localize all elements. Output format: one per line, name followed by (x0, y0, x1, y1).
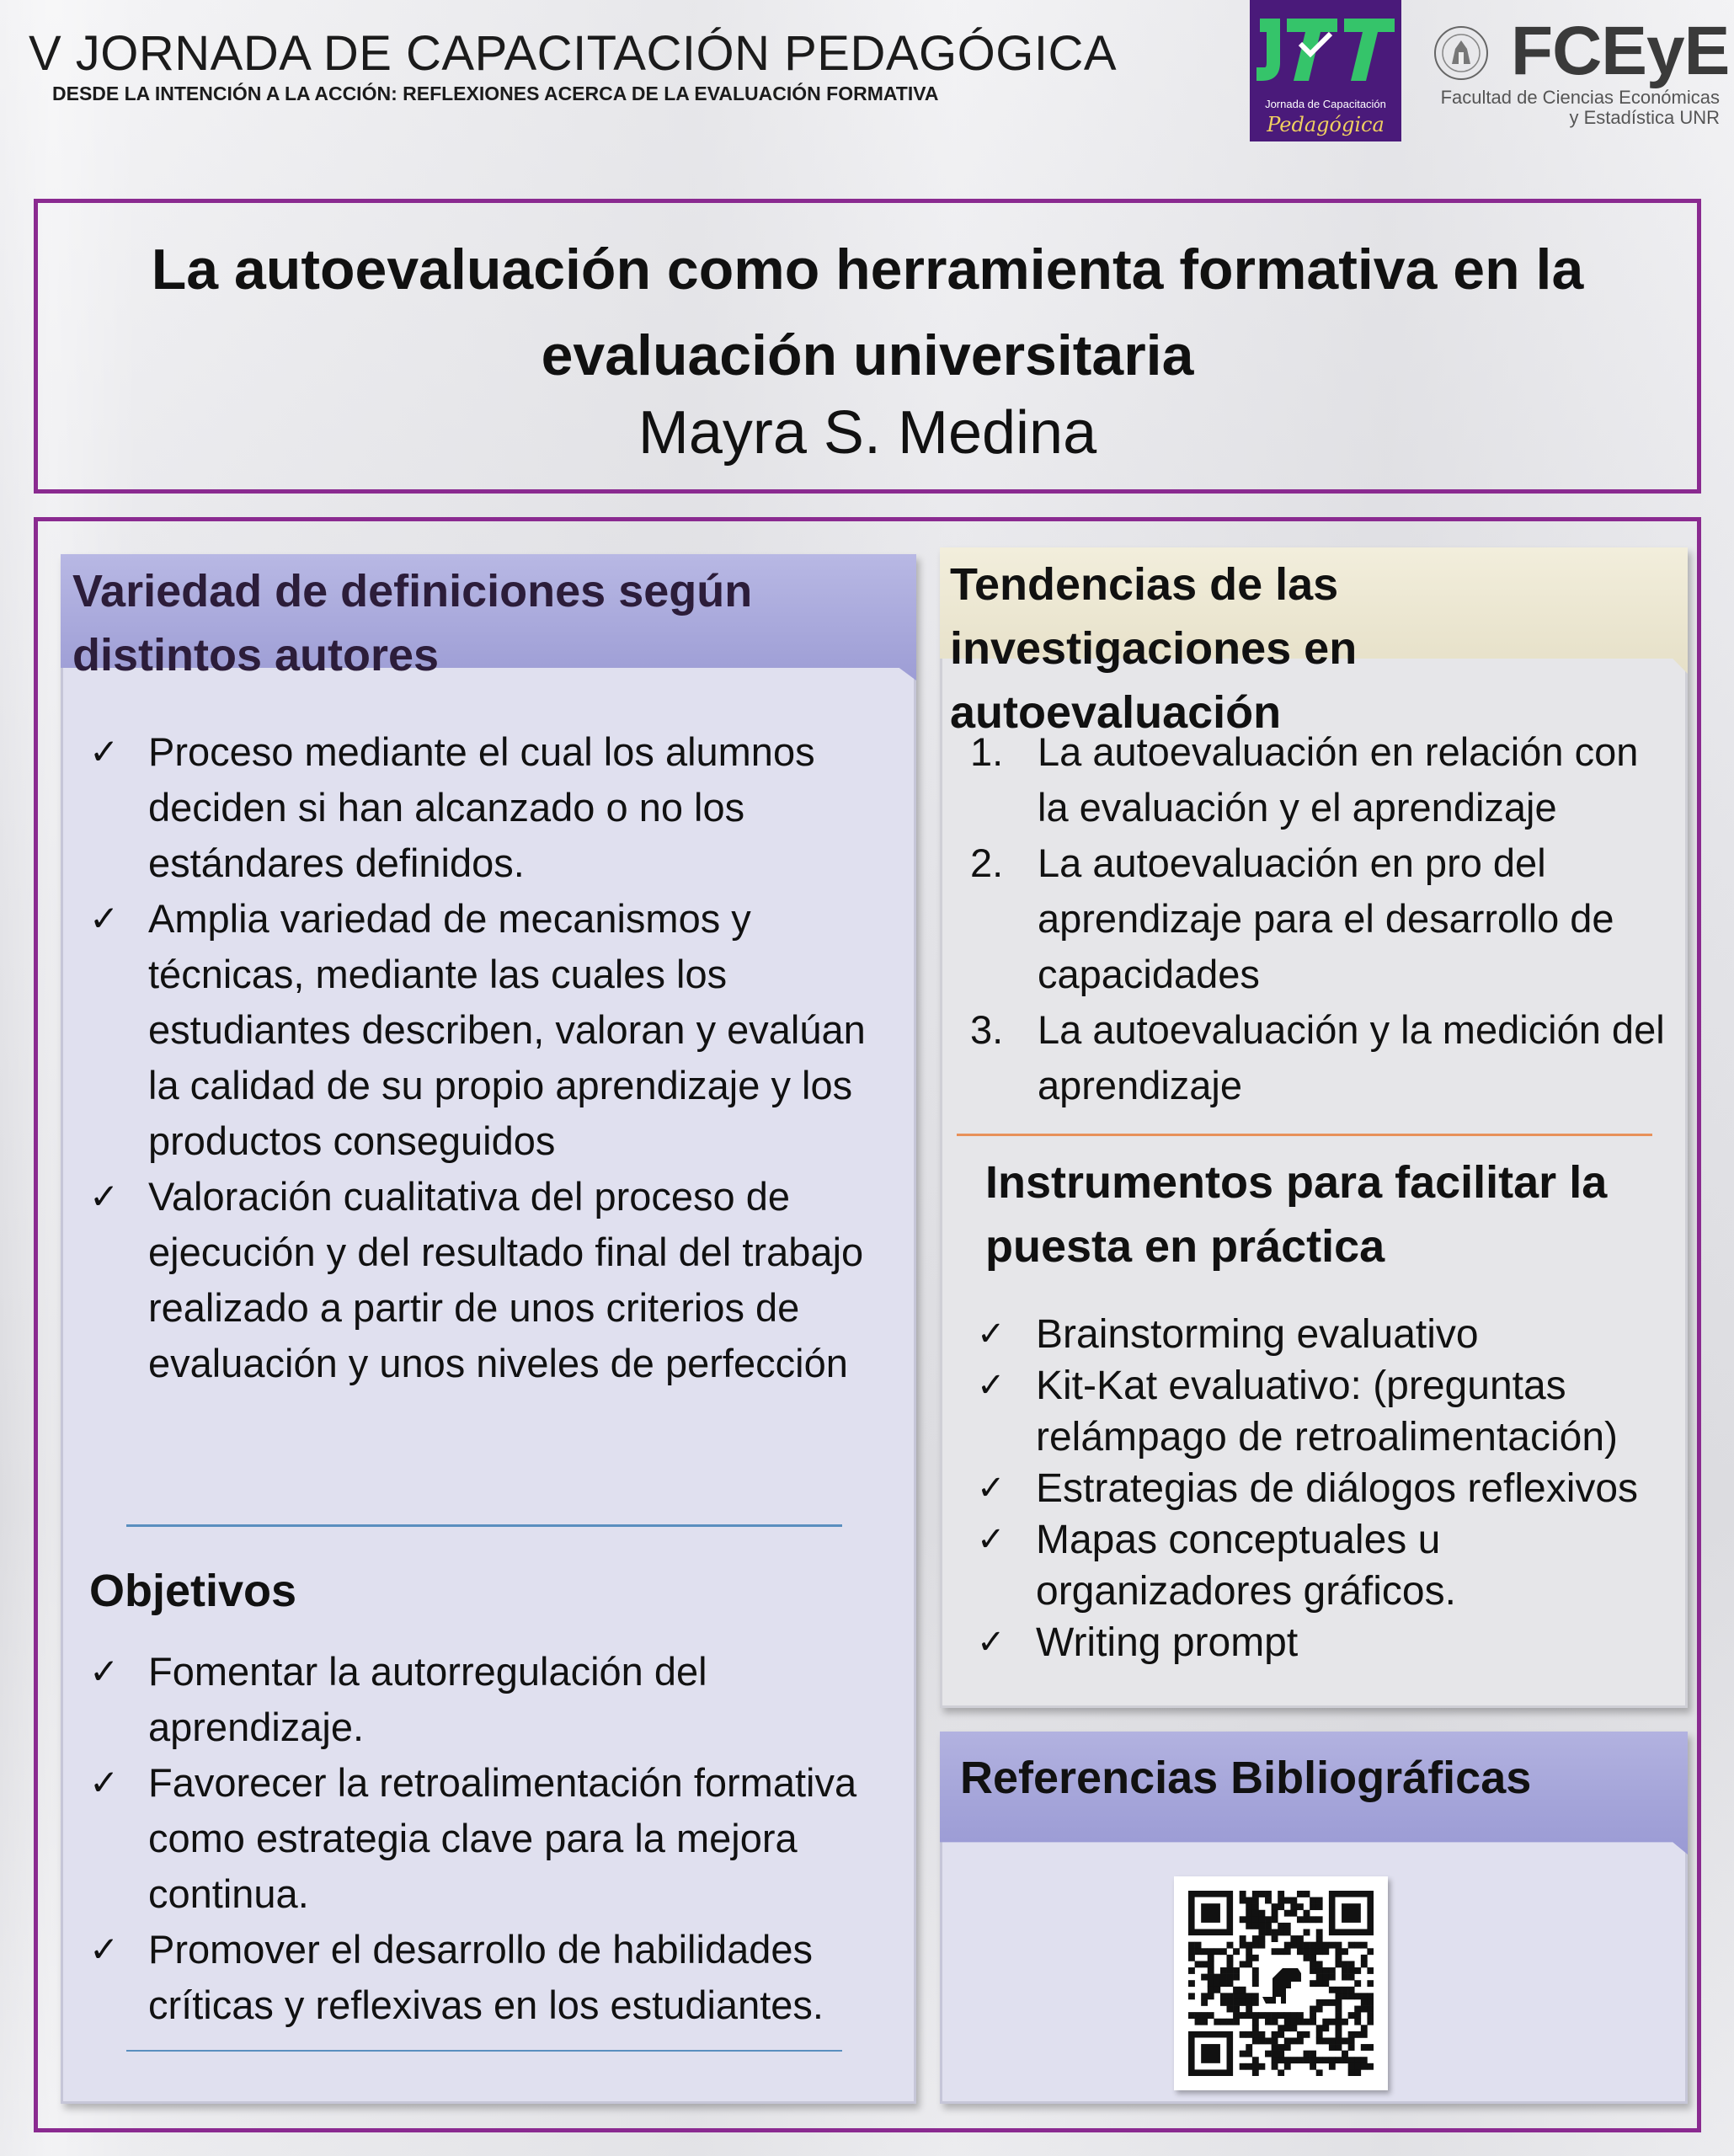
instrument-text: Estrategias de diálogos reflexivos (1036, 1466, 1639, 1511)
list-item (89, 1755, 898, 1922)
definitions-heading: Variedad de definiciones según distintos autores (72, 566, 753, 680)
jcp-logo (1250, 0, 1401, 141)
fceye-logo-subtitle (1432, 88, 1720, 128)
objective-text: Fomentar la autorregulación del aprendizaje. (148, 1649, 707, 1749)
trends-heading: Tendencias de las investigaciones en autoevaluación (950, 559, 1358, 738)
trend-text: La autoevaluación y la medición del aprendizaje (1038, 1007, 1665, 1107)
instruments-heading: Instrumentos para facilitar la puesta en práctica (985, 1157, 1608, 1272)
list-item (89, 1644, 898, 1755)
check-icon: ✓ (89, 1762, 120, 1803)
poster-title-box (34, 199, 1701, 494)
poster-author: Mayra S. Medina (638, 399, 1097, 467)
jcp-logo-caption-1: Jornada de Capacitación (1265, 98, 1386, 110)
list-item (977, 1360, 1684, 1463)
check-icon: ✓ (977, 1366, 1006, 1405)
divider (957, 1134, 1652, 1136)
list-item (970, 835, 1678, 1002)
trend-text: La autoevaluación en pro del aprendizaje para el desarrollo de capacidades (1038, 841, 1614, 996)
objective-text: Favorecer la retroalimentación formativa como estrategia clave para la mejora continua. (148, 1760, 857, 1916)
divider (126, 2050, 842, 2052)
event-subtitle: DESDE LA INTENCIÓN A LA ACCIÓN: REFLEXIONES ACERCA DE LA EVALUACIÓN FORMATIVA (52, 83, 939, 104)
list-item (89, 1922, 898, 2033)
objective-text: Promover el desarrollo de habilidades críticas y reflexivas en los estudiantes. (148, 1927, 824, 2027)
instrument-text: Mapas conceptuales u organizadores gráficos. (1036, 1518, 1456, 1614)
list-item (970, 1002, 1678, 1113)
definitions-list (89, 724, 898, 1391)
list-item (977, 1309, 1684, 1360)
unr-seal-icon (1433, 25, 1489, 81)
definition-text: Valoración cualitativa del proceso de ejecución y del resultado final del trabajo realizado a partir de unos criterios de evaluación y unos niveles de perfección (148, 1174, 864, 1385)
poster-title: La autoevaluación como herramienta formativa en la evaluación universitaria (151, 237, 1584, 387)
list-item (977, 1514, 1684, 1617)
item-number: 3. (970, 1007, 1004, 1052)
jcp-logo-mark-icon (1250, 0, 1401, 98)
list-item (977, 1617, 1684, 1668)
trends-list (970, 724, 1678, 1113)
definition-text: Amplia variedad de mecanismos y técnicas, mediante las cuales los estudiantes describen, valoran y evalúan la calidad de su propio aprendizaje y los productos conseguidos (148, 896, 866, 1163)
list-item (970, 724, 1678, 835)
qr-code-icon[interactable] (1188, 1891, 1374, 2076)
check-icon: ✓ (977, 1469, 1006, 1508)
fceye-subtitle-line-2: y Estadística UNR (1569, 107, 1720, 128)
event-title: V JORNADA DE CAPACITACIÓN PEDAGÓGICA (29, 26, 1118, 81)
fceye-subtitle-line-1: Facultad de Ciencias Económicas (1440, 87, 1720, 108)
check-icon: ✓ (89, 731, 120, 772)
instrument-text: Brainstorming evaluativo (1036, 1312, 1479, 1357)
item-number: 2. (970, 841, 1004, 885)
item-number: 1. (970, 729, 1004, 774)
list-item (977, 1463, 1684, 1514)
check-icon: ✓ (89, 1651, 120, 1692)
check-icon: ✓ (89, 898, 120, 939)
check-icon: ✓ (89, 1929, 120, 1970)
jcp-logo-caption-2: Pedagógica (1267, 113, 1385, 136)
check-icon: ✓ (89, 1176, 120, 1217)
objectives-heading: Objetivos (89, 1566, 297, 1616)
definition-text: Proceso mediante el cual los alumnos deciden si han alcanzado o no los estándares definidos. (148, 729, 815, 885)
check-icon: ✓ (977, 1315, 1006, 1353)
check-icon: ✓ (977, 1520, 1006, 1559)
fceye-logo-text: FCEyE (1511, 13, 1730, 89)
objectives-list (89, 1644, 898, 2033)
qr-code-card[interactable] (1174, 1876, 1388, 2090)
instrument-text: Writing prompt (1036, 1620, 1299, 1665)
instrument-text: Kit-Kat evaluativo: (preguntas relámpago de retroalimentación) (1036, 1364, 1619, 1460)
divider (126, 1524, 842, 1527)
list-item (89, 724, 898, 891)
check-icon: ✓ (977, 1623, 1006, 1662)
list-item (89, 891, 898, 1169)
instruments-list (977, 1309, 1684, 1668)
list-item (89, 1169, 898, 1391)
references-heading: Referencias Bibliográficas (960, 1753, 1532, 1803)
trend-text: La autoevaluación en relación con la evaluación y el aprendizaje (1038, 729, 1639, 830)
